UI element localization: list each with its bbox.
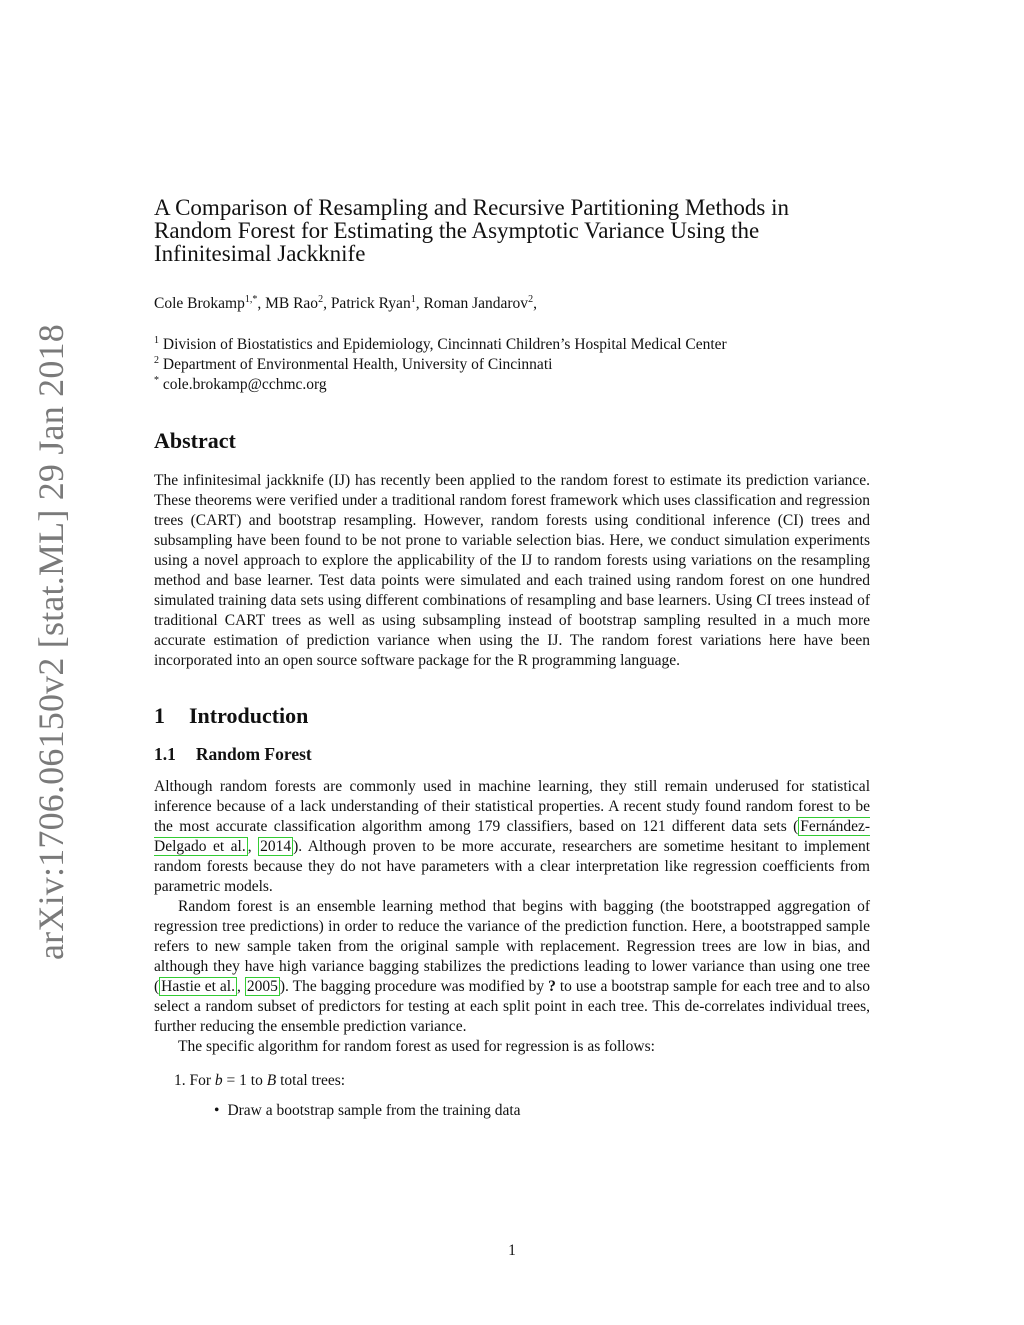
author-affil-mark: 1 [410, 293, 416, 305]
citation-link-hastie[interactable]: Hastie et al. [161, 978, 235, 995]
paragraph-text: ). Although proven to be more accurate, researchers are sometime hesitant to implement random forests because they do not have parameters with a clear interpretation like regression coefficients from parametric models. [154, 838, 871, 895]
affiliation-text: Division of Biostatistics and Epidemiology, Cincinnati Children’s Hospital Medical Center [162, 336, 727, 353]
author-separator: , [323, 295, 331, 312]
citation-year-link[interactable]: 2014 [260, 838, 292, 855]
abstract-text: The infinitesimal jackknife (IJ) has recently been applied to the random forest to estimate its prediction variance. These theorems were verified under a traditional random forest framework which uses classification and regression trees (CART) and bootstrap resampling. However, random forests using conditional inference (CI) trees and subsampling have been found to be not prone to variable selection bias. Here, we conduct simulation experiments using a novel approach to explore the applicability of the IJ to random forests using variations on the resampling method and base learner. Test data points were simulated and each trained using random forest on one hundred simulated training data sets using different combinations of resampling and base learners. Using CI trees instead of traditional CART trees as well as using subsampling instead of bootstrap sampling resulted in a much more accurate estimation of prediction variance when using the IJ. The random forest variations here have been incorporated into an open source software package for the R programming language. [154, 472, 870, 669]
step-number: 1. [174, 1072, 186, 1089]
bagging-paragraph [154, 897, 870, 1037]
algorithm-list [154, 1071, 870, 1121]
subsection-heading-random-forest [154, 743, 870, 765]
title-line: Infinitesimal Jackknife [154, 241, 366, 266]
paragraph-text: Although random forests are commonly used in machine learning, they still remain underused for statistical inference because of a lack understanding of their statistical properties. A recent study found random forest to be the most accurate classification algorithm among 179 classifiers, based on 121 different data sets ( [154, 778, 870, 835]
subsection-title: Random Forest [195, 744, 312, 764]
affiliation-mark: 2 [154, 354, 159, 366]
author-name: Roman Jandarov [423, 295, 529, 312]
author-affil-mark: 2 [318, 293, 324, 305]
paragraph-text: to use a bootstrap sample for each tree and to also select a random subset of predictors for testing at each split point in each tree. This de-correlates individual trees, further reducing the ensemble prediction variance. [154, 978, 871, 1035]
section-heading-introduction [154, 703, 870, 729]
paragraph-text: ). The bagging procedure was modified by [279, 978, 549, 995]
author-affil-mark: 2 [528, 293, 534, 305]
math-var-b: b [214, 1072, 223, 1089]
algorithm-intro-paragraph: The specific algorithm for random forest as used for regression is as follows: [178, 1038, 655, 1055]
citation-separator: , [247, 838, 259, 855]
paper-body [154, 196, 870, 1121]
affiliation [154, 335, 870, 355]
affiliation [154, 375, 870, 395]
affiliation-text: Department of Environmental Health, University of Cincinnati [162, 356, 553, 373]
page-number: 1 [508, 1242, 516, 1259]
affiliation-mark: * [154, 374, 159, 386]
author-name: MB Rao [265, 295, 319, 312]
affiliation-list [154, 335, 870, 395]
section-title: Introduction [189, 703, 309, 728]
author-separator: , [415, 295, 424, 312]
abstract-heading: Abstract [154, 428, 236, 453]
title-line: Random Forest for Estimating the Asymptotic Variance Using the [154, 218, 760, 243]
arxiv-identifier: arXiv:1706.06150v2 [stat.ML] 29 Jan 2018 [31, 324, 71, 960]
algorithm-substep [214, 1101, 870, 1121]
math-var-B: B [266, 1072, 277, 1089]
section-number: 1 [154, 703, 165, 728]
contact-email: cole.brokamp@cchmc.org [162, 376, 327, 393]
citation-link-fernandez-delgado[interactable]: Fernández-Delgado et al. [154, 818, 870, 855]
step-text: total trees: [276, 1072, 346, 1089]
author-name: Patrick Ryan [330, 295, 411, 312]
substep-text: Draw a bootstrap sample from the training data [227, 1102, 521, 1119]
paragraph-text: Random forest is an ensemble learning method that begins with bagging (the bootstrapped aggregation of regression tree predictions) in order to reduce the variance of the prediction function. Here, a bootstrapped sample refers to new sample taken from the original sample with replacement. Regression trees are low in bias, and although they have high variance bagging stabilizes the predictions leading to lower variance than using one tree ( [154, 898, 870, 995]
intro-paragraph [154, 777, 870, 897]
author-separator: , [533, 295, 537, 312]
missing-citation-mark: ? [548, 978, 556, 995]
author-affil-mark: 1,* [244, 293, 258, 305]
affiliation-mark: 1 [154, 334, 159, 346]
author-name: Cole Brokamp [154, 295, 245, 312]
step-text: For [189, 1072, 215, 1089]
author-list [154, 295, 870, 313]
citation-separator: , [237, 978, 245, 995]
citation-year-link[interactable]: 2005 [246, 978, 278, 995]
algorithm-step [174, 1071, 870, 1091]
affiliation [154, 355, 870, 375]
step-text: = 1 to [222, 1072, 267, 1089]
paper-title [154, 196, 870, 265]
title-line: A Comparison of Resampling and Recursive Partitioning Methods in [154, 195, 789, 220]
author-separator: , [257, 295, 266, 312]
subsection-number: 1.1 [154, 744, 176, 764]
bullet-icon: • [214, 1102, 220, 1119]
